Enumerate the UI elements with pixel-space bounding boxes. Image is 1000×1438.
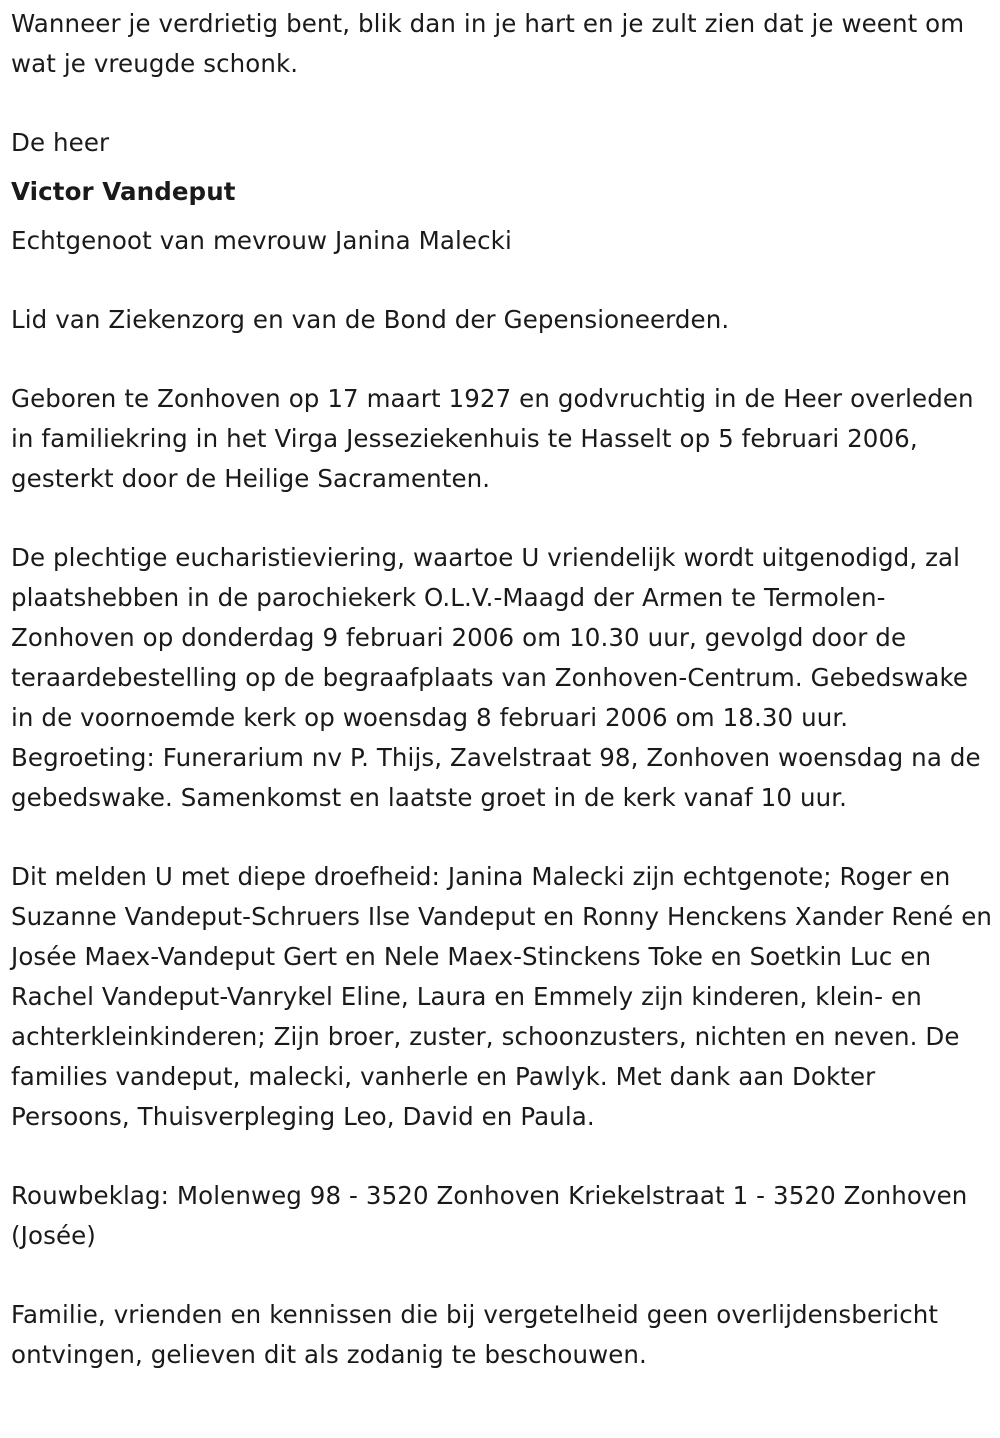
birth-death-paragraph: Geboren te Zonhoven op 17 maart 1927 en godvruchtig in de Heer overleden in familiekring in het Virga Jesseziekenhuis te Hasselt op 5 februari 2006, gesterkt door de Heilige Sacramenten. — [11, 384, 974, 493]
spacer — [11, 340, 994, 379]
deceased-name: Victor Vandeput — [11, 177, 236, 206]
salutation: De heer — [11, 128, 110, 157]
spacer — [11, 818, 994, 857]
spacer — [11, 1256, 994, 1295]
condolence-address: Rouwbeklag: Molenweg 98 - 3520 Zonhoven Kriekelstraat 1 - 3520 Zonhoven (Josée) — [11, 1181, 968, 1250]
closing-note: Familie, vrienden en kennissen die bij vergetelheid geen overlijdensbericht ontvingen, gelieven dit als zodanig te beschouwen. — [11, 1300, 939, 1369]
ceremony-paragraph: De plechtige eucharistieviering, waartoe U vriendelijk wordt uitgenodigd, zal plaatshebben in de parochiekerk O.L.V.-Maagd der Armen te Termolen-Zonhoven op donderdag 9 februari 2006 om 10.30 uur, gevolgd door de teraardebestelling op de begraafplaats van Zonhoven-Centrum. Gebedswake in de voornoemde kerk op woensdag 8 februari 2006 om 18.30 uur. Begroeting: Funerarium nv P. Thijs, Zavelstraat 98, Zonhoven woensdag na de gebedswake. Samenkomst en laatste groet in de kerk vanaf 10 uur. — [11, 543, 981, 812]
membership-line: Lid van Ziekenzorg en van de Bond der Gepensioneerden. — [11, 305, 730, 334]
spacer — [11, 84, 994, 123]
spacer — [11, 261, 994, 300]
family-paragraph: Dit melden U met diepe droefheid: Janina Malecki zijn echtgenote; Roger en Suzanne Vandeput-Schruers Ilse Vandeput en Ronny Henckens Xander René en Josée Maex-Vandeput Gert en Nele Maex-Stinckens Toke en Soetkin Luc en Rachel Vandeput-Vanrykel Eline, Laura en Emmely zijn kinderen, klein- en achterkleinkinderen; Zijn broer, zuster, schoonzusters, nichten en neven. De families vandeput, malecki, vanherle en Pawlyk. Met dank aan Dokter Persoons, Thuisverpleging Leo, David en Paula. — [11, 862, 993, 1131]
spacer — [11, 163, 994, 172]
spacer — [11, 212, 994, 221]
opening-quote: Wanneer je verdrietig bent, blik dan in je hart en je zult zien dat je weent om wat je vreugde schonk. — [11, 9, 965, 78]
spouse-line: Echtgenoot van mevrouw Janina Malecki — [11, 226, 512, 255]
spacer — [11, 499, 994, 538]
spacer — [11, 1137, 994, 1176]
